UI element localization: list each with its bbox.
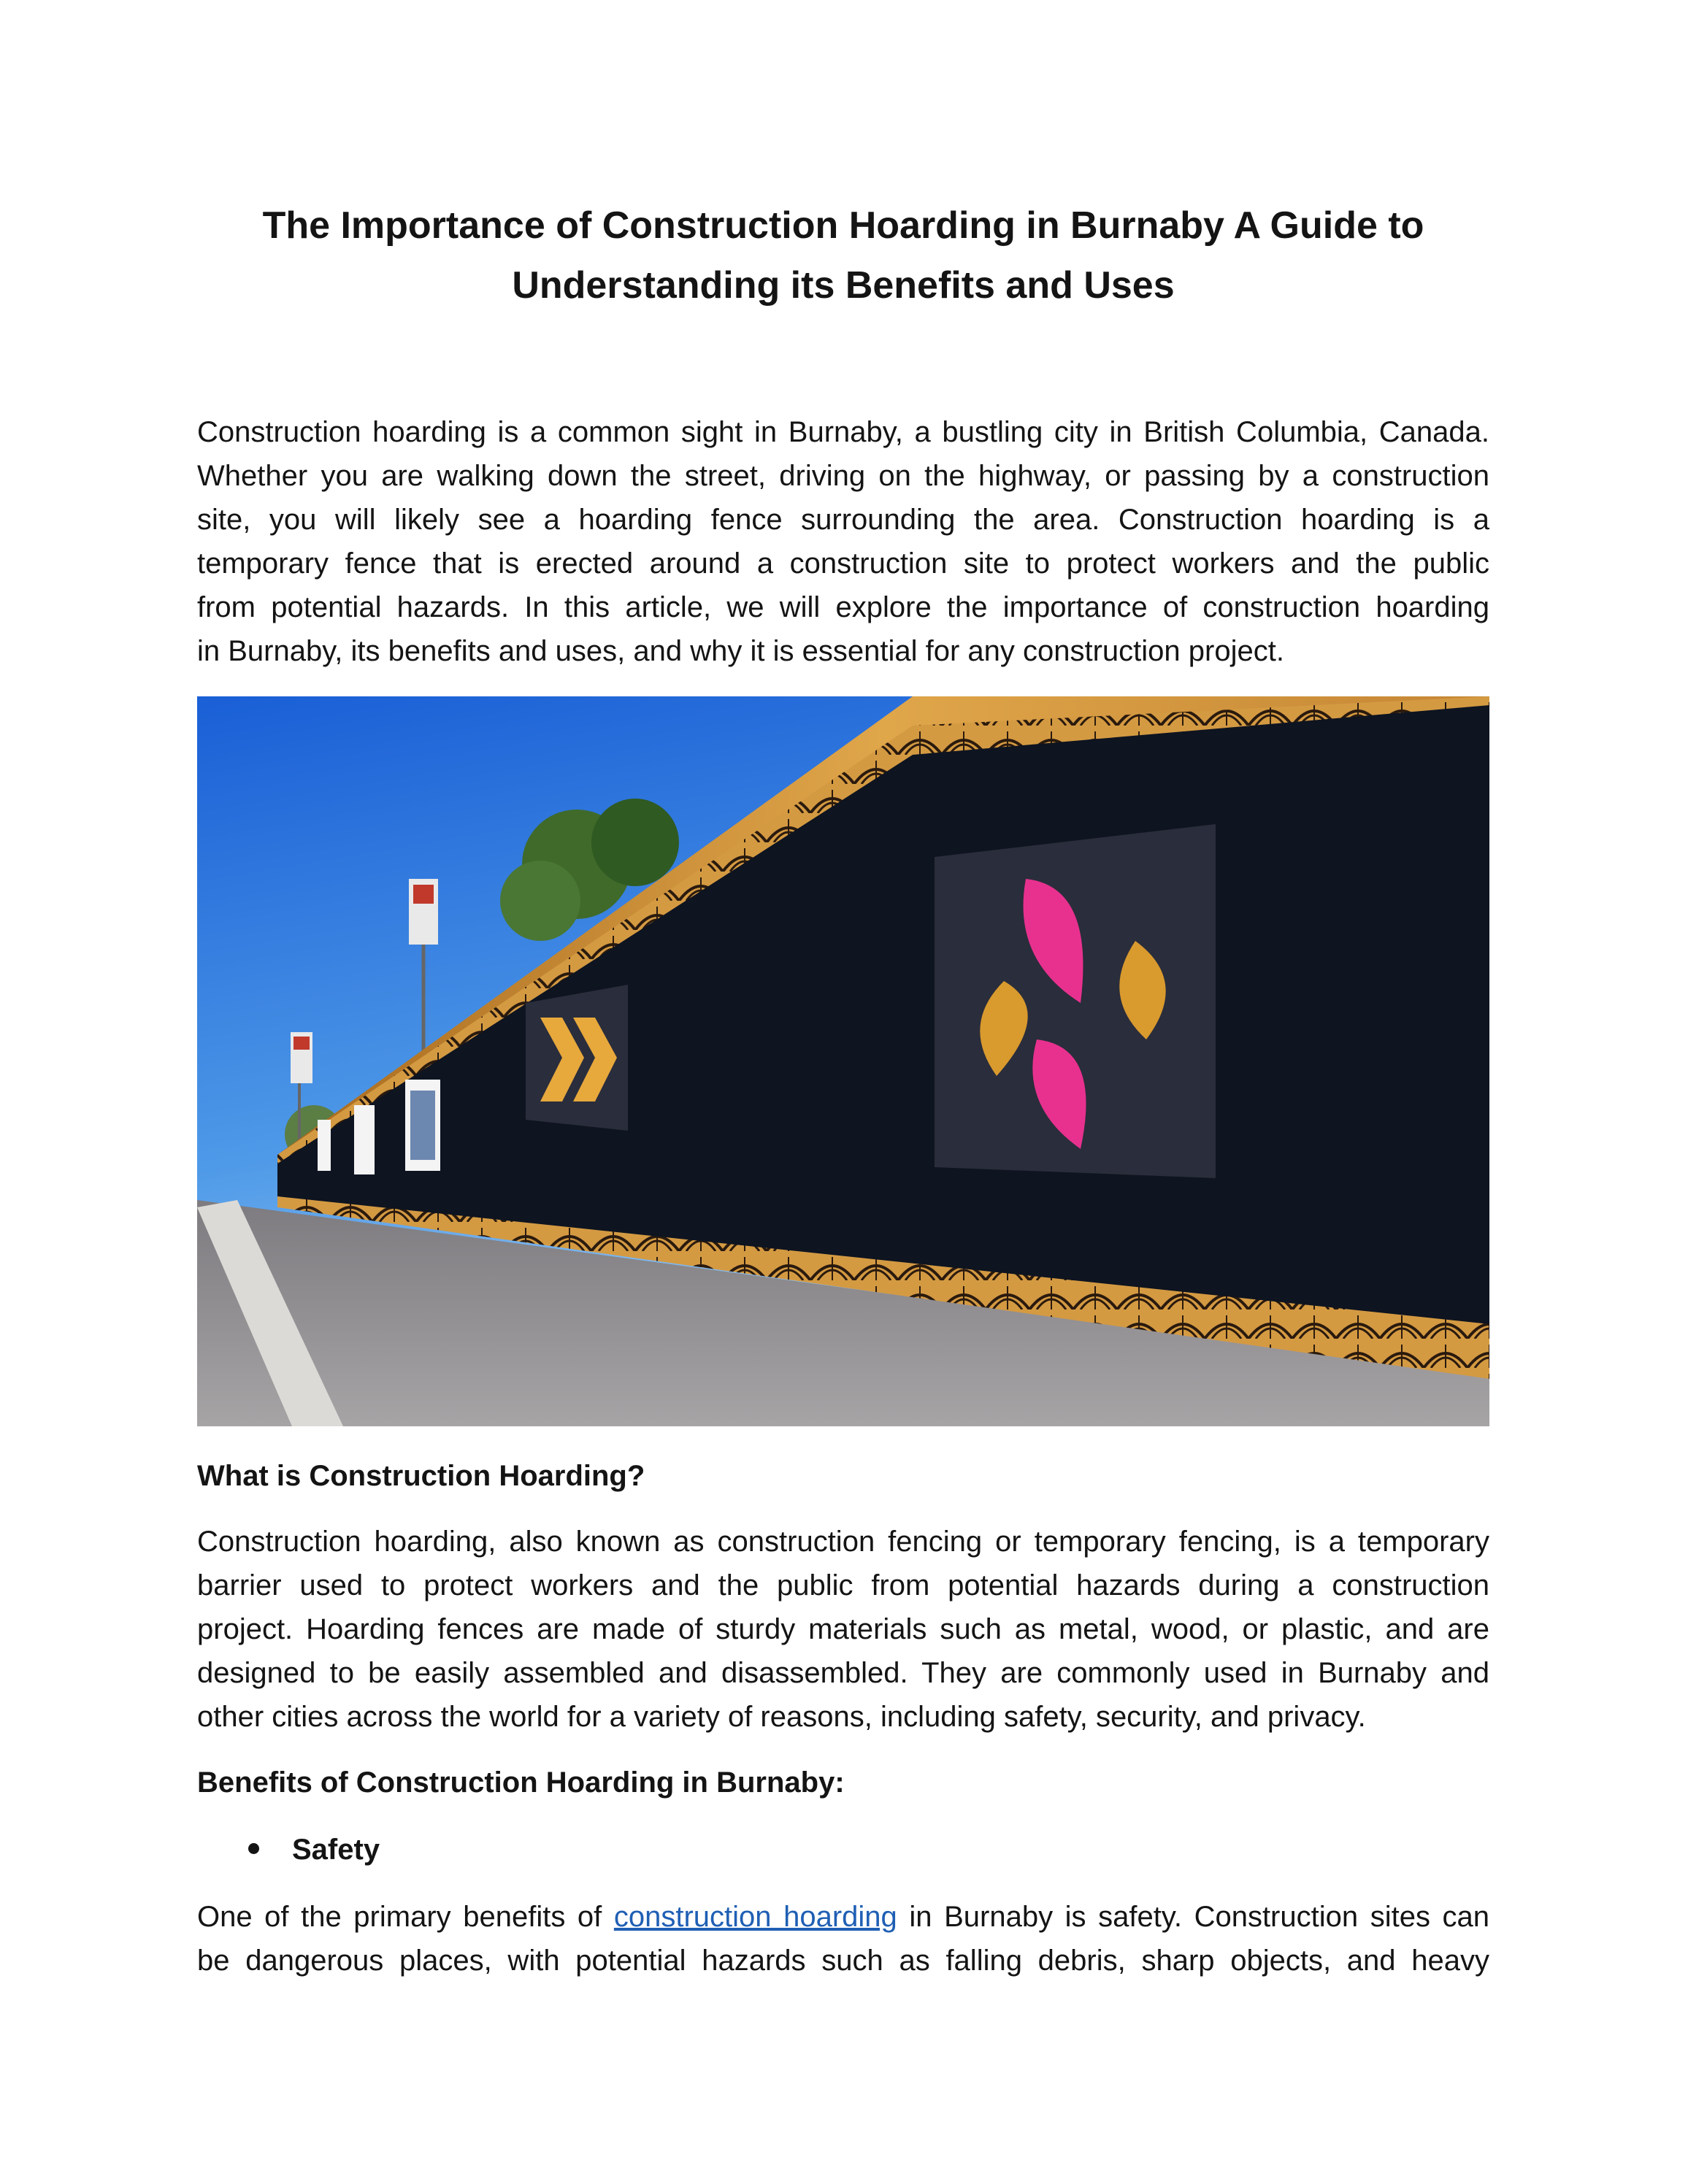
section-heading: Benefits of Construction Hoarding in Burnaby:: [197, 1766, 845, 1799]
section-heading: What is Construction Hoarding?: [197, 1460, 645, 1492]
safety-text-pre: One of the primary benefits of: [197, 1901, 614, 1933]
intro-line: site, you will likely see a hoarding fence surrounding the area. Construction hoarding is a: [197, 504, 1489, 536]
bullet-item-safety: [248, 1828, 380, 1872]
bullet-dot-icon: [248, 1843, 259, 1854]
section-benefits: [197, 1761, 1489, 1804]
section1-line: Construction hoarding, also known as construction fencing or temporary fencing, is a temporary: [197, 1526, 1489, 1558]
section1-line: other cities across the world for a variety of reasons, including safety, security, and privacy.: [197, 1701, 1366, 1733]
section-what-is: [197, 1454, 1489, 1498]
intro-line: in Burnaby, its benefits and uses, and why it is essential for any construction project.: [197, 635, 1284, 667]
section1-line: designed to be easily assembled and disassembled. They are commonly used in Burnaby and: [197, 1657, 1489, 1689]
safety-line-1: [197, 1895, 1489, 1939]
construction-hoarding-link[interactable]: construction hoarding: [613, 1901, 897, 1933]
safety-text-post: in Burnaby is safety. Construction sites can: [897, 1901, 1490, 1933]
page-title: [197, 196, 1489, 315]
safety-paragraph: [197, 1895, 1489, 1983]
hoarding-photo: [197, 696, 1489, 1426]
safety-line-2: be dangerous places, with potential hazards such as falling debris, sharp objects, and heavy: [197, 1945, 1489, 1977]
title-line-1: The Importance of Construction Hoarding in Burnaby A Guide to: [262, 204, 1424, 247]
section1-line: project. Hoarding fences are made of sturdy materials such as metal, wood, or plastic, and are: [197, 1613, 1489, 1645]
bullet-label: Safety: [292, 1834, 380, 1866]
intro-line: Construction hoarding is a common sight in Burnaby, a bustling city in British Columbia, Canada.: [197, 416, 1489, 448]
title-line-2: Understanding its Benefits and Uses: [512, 264, 1175, 307]
section1-line: barrier used to protect workers and the public from potential hazards during a construction: [197, 1569, 1489, 1602]
section1-paragraph: [197, 1520, 1489, 1739]
intro-line: temporary fence that is erected around a construction site to protect workers and the public: [197, 547, 1489, 580]
intro-line: from potential hazards. In this article, we will explore the importance of construction hoarding: [197, 591, 1489, 623]
intro-paragraph: [197, 410, 1489, 673]
intro-line: Whether you are walking down the street, driving on the highway, or passing by a construction: [197, 460, 1489, 492]
